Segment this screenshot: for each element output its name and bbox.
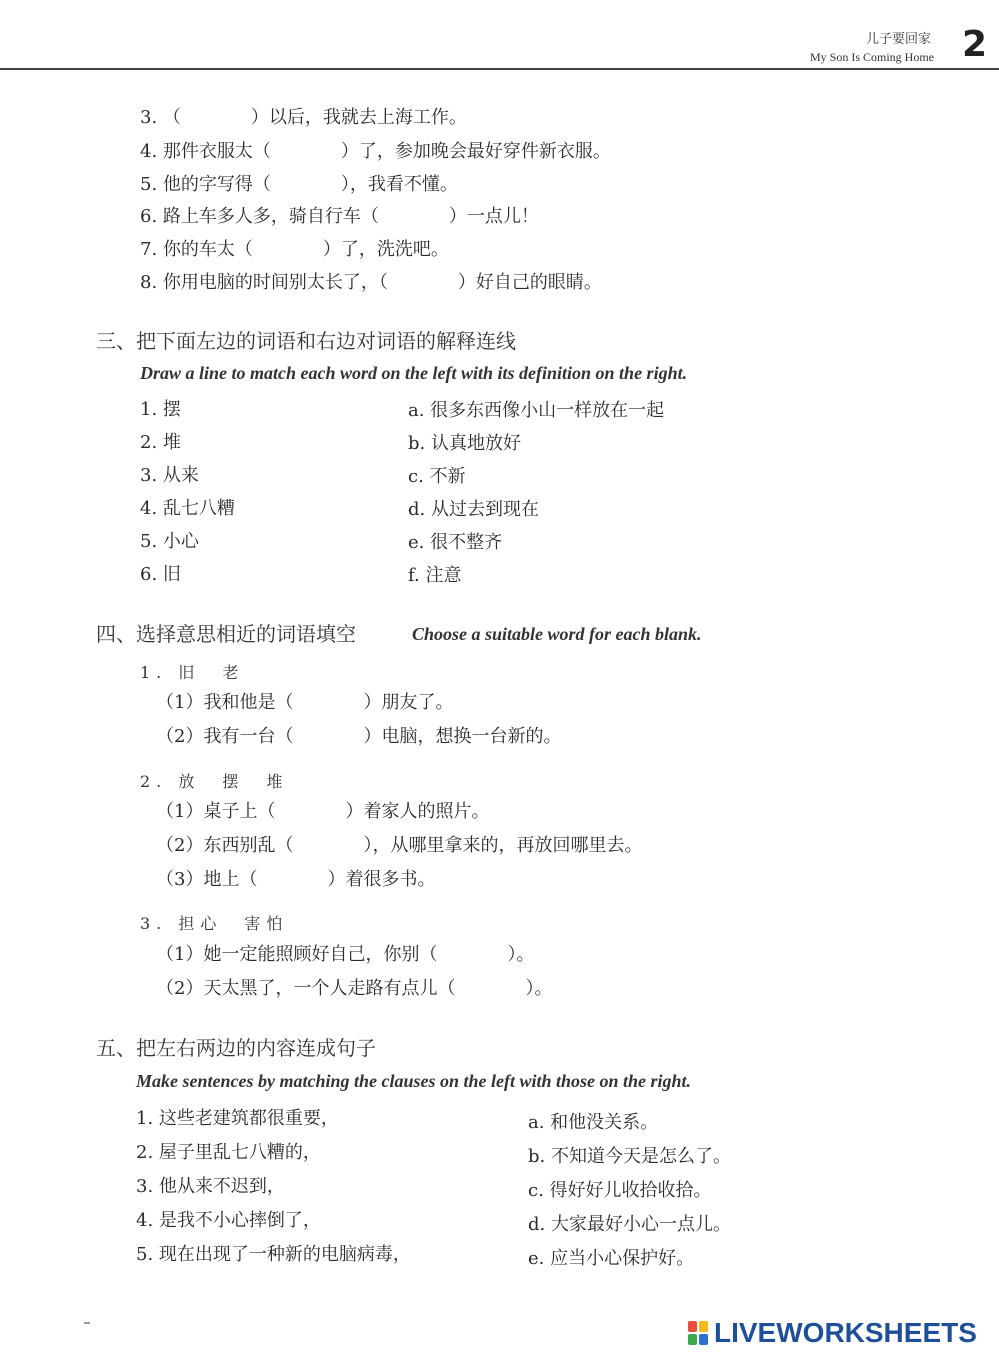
clause-left-item[interactable]: 1. 这些老建筑都很重要， [136, 1108, 339, 1129]
fill-item: （2）我有一台（ ）电脑，想换一台新的。 [156, 726, 562, 747]
clause-right-item[interactable]: d. 大家最好小心一点儿。 [528, 1214, 731, 1235]
section-3-instruction: Draw a line to match each word on the left with its definition on the right. [140, 363, 688, 383]
clause-right-item[interactable]: e. 应当小心保护好。 [528, 1248, 695, 1269]
fill-item-5: 5. 他的字写得（ ），我看不懂。 [140, 174, 458, 195]
lesson-title-chinese: 儿子要回家 [866, 32, 932, 47]
scan-mark [84, 1322, 90, 1324]
clause-right-item[interactable]: a. 和他没关系。 [528, 1112, 659, 1133]
clause-left-item[interactable]: 5. 现在出现了一种新的电脑病毒， [136, 1244, 411, 1265]
fill-item: （2）天太黑了，一个人走路有点儿（ ）。 [156, 978, 553, 999]
section-5-instruction: Make sentences by matching the clauses on the left with those on the right. [136, 1071, 692, 1091]
match-right-item[interactable]: d. 从过去到现在 [408, 499, 539, 520]
word-choices: 3. 担心 害怕 [140, 914, 289, 933]
match-left-item[interactable]: 1. 摆 [140, 399, 181, 420]
word-choices: 1. 旧 老 [140, 663, 245, 682]
match-left-item[interactable]: 6. 旧 [140, 564, 181, 585]
clause-left-item[interactable]: 4. 是我不小心摔倒了， [136, 1210, 321, 1231]
fill-item: （2）东西别乱（ ），从哪里拿来的，再放回哪里去。 [156, 835, 643, 856]
fill-item-4: 4. 那件衣服太（ ）了，参加晚会最好穿件新衣服。 [140, 141, 611, 162]
fill-item: （1）桌子上（ ）着家人的照片。 [156, 801, 490, 822]
match-right-item[interactable]: b. 认真地放好 [408, 433, 521, 454]
fill-item: （3）地上（ ）着很多书。 [156, 869, 436, 890]
fill-item-7: 7. 你的车太（ ）了，洗洗吧。 [140, 239, 449, 260]
match-left-item[interactable]: 3. 从来 [140, 465, 199, 486]
match-left-item[interactable]: 4. 乱七八糟 [140, 498, 235, 519]
word-choices: 2. 放 摆 堆 [140, 772, 289, 791]
logo-grid-icon [688, 1320, 710, 1346]
match-left-item[interactable]: 5. 小心 [140, 531, 199, 552]
section-4-title: 四、选择意思相近的词语填空 [96, 622, 356, 646]
clause-right-item[interactable]: c. 得好好儿收拾收拾。 [528, 1180, 712, 1201]
liveworksheets-logo [688, 1316, 977, 1350]
section-4-instruction: Choose a suitable word for each blank. [412, 624, 702, 644]
fill-item-6: 6. 路上车多人多，骑自行车（ ）一点儿！ [140, 206, 539, 227]
logo-text: LIVEWORKSHEETS [714, 1317, 977, 1348]
fill-item-8: 8. 你用电脑的时间别太长了，（ ）好自己的眼睛。 [140, 272, 602, 293]
clause-right-item[interactable]: b. 不知道今天是怎么了。 [528, 1146, 731, 1167]
match-right-item[interactable]: e. 很不整齐 [408, 532, 503, 553]
lesson-number: 2 [962, 24, 988, 65]
lesson-title-english: My Son Is Coming Home [810, 50, 935, 64]
match-left-item[interactable]: 2. 堆 [140, 432, 181, 453]
fill-item: （1）我和他是（ ）朋友了。 [156, 692, 454, 713]
match-right-item[interactable]: c. 不新 [408, 466, 466, 487]
clause-left-item[interactable]: 3. 他从来不迟到， [136, 1176, 285, 1197]
fill-item-3: 3. （ ）以后，我就去上海工作。 [140, 107, 467, 128]
section-3-title: 三、把下面左边的词语和右边对词语的解释连线 [96, 329, 516, 353]
clause-left-item[interactable]: 2. 屋子里乱七八糟的， [136, 1142, 321, 1163]
section-5-title: 五、把左右两边的内容连成句子 [96, 1036, 376, 1060]
match-right-item[interactable]: a. 很多东西像小山一样放在一起 [408, 400, 665, 421]
header-divider [0, 68, 999, 70]
fill-item: （1）她一定能照顾好自己，你别（ ）。 [156, 944, 535, 965]
match-right-item[interactable]: f. 注意 [408, 565, 462, 586]
